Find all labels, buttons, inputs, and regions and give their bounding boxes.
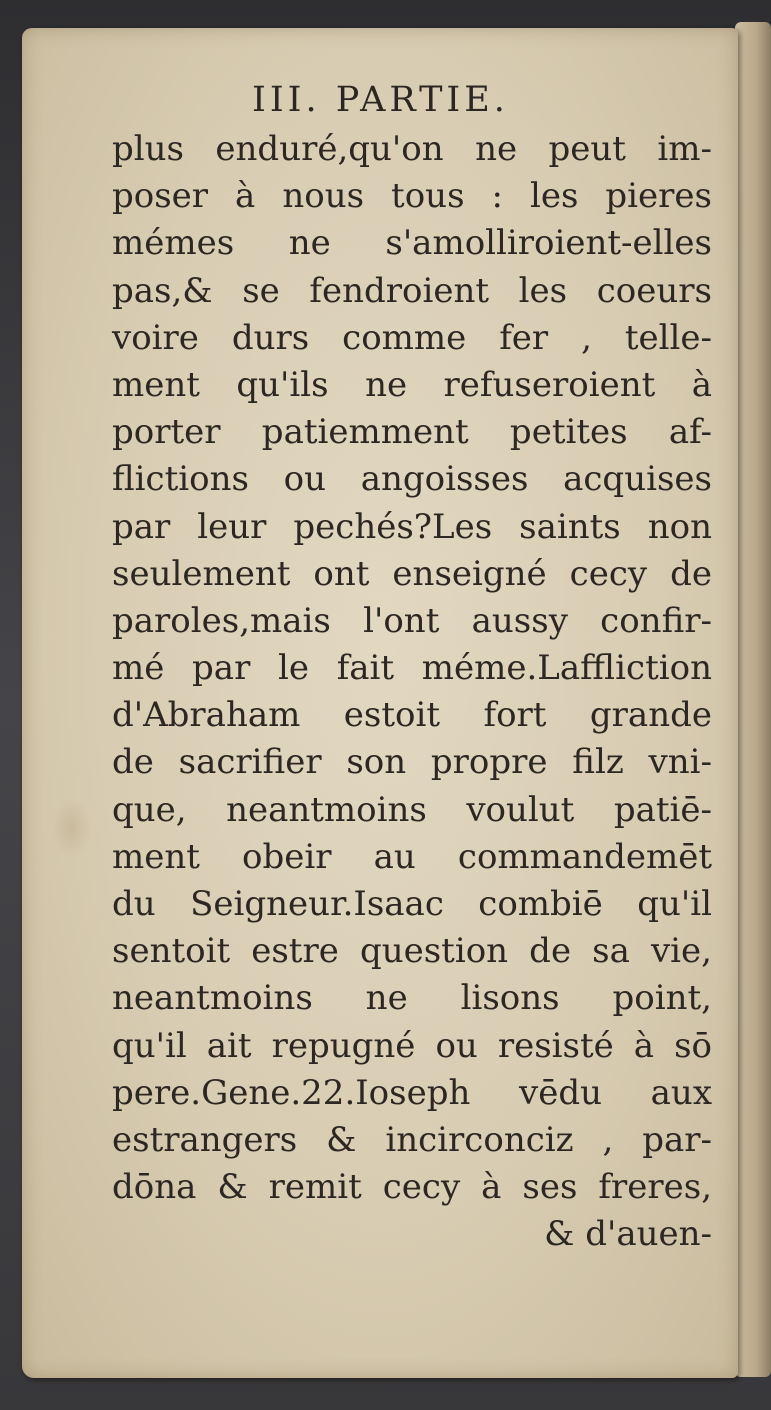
- text-line: mémes ne s'amolliroient-elles: [112, 223, 712, 264]
- text-line: neantmoins ne lisons point,: [112, 978, 712, 1019]
- text-line: que, neantmoins voulut patiē-: [112, 789, 712, 830]
- text-line: poser à nous tous : les pieres: [112, 176, 712, 217]
- facing-page-edge: [735, 22, 771, 1377]
- text-line: ment obeir au commandemēt: [112, 836, 712, 877]
- text-line: mé par le fait méme.Laffliction: [112, 648, 712, 689]
- text-line: ment qu'ils ne refuseroient à: [112, 364, 712, 405]
- text-line: de sacrifier son propre filz vni-: [112, 742, 712, 783]
- text-line: seulement ont enseigné cecy de: [112, 553, 712, 594]
- text-line: pere.Gene.22.Ioseph vēdu aux: [112, 1072, 712, 1113]
- text-line: paroles,mais l'ont aussy confir-: [112, 600, 712, 641]
- text-line: estrangers & incirconciz , par-: [112, 1119, 712, 1160]
- text-line: flictions ou angoisses acquises: [112, 459, 712, 500]
- text-line: qu'il ait repugné ou resisté à sō: [112, 1025, 712, 1066]
- text-line: d'Abraham estoit fort grande: [112, 695, 712, 736]
- text-line: sentoit estre question de sa vie,: [112, 931, 712, 972]
- text-line: porter patiemment petites af-: [112, 412, 712, 453]
- text-line: du Seigneur.Isaac combiē qu'il: [112, 884, 712, 924]
- text-line: voire durs comme fer , telle-: [112, 317, 712, 358]
- text-line: dōna & remit cecy à ses freres,: [112, 1167, 712, 1208]
- running-head: III. PARTIE.: [252, 80, 509, 120]
- body-text: [112, 126, 712, 1259]
- catchword: & d'auen-: [544, 1214, 712, 1255]
- paper-stain: [52, 798, 92, 858]
- text-line: pas,& se fendroient les coeurs: [112, 270, 712, 311]
- text-line: par leur pechés?Les saints non: [112, 506, 712, 547]
- text-line: plus enduré,qu'on ne peut im-: [112, 129, 712, 169]
